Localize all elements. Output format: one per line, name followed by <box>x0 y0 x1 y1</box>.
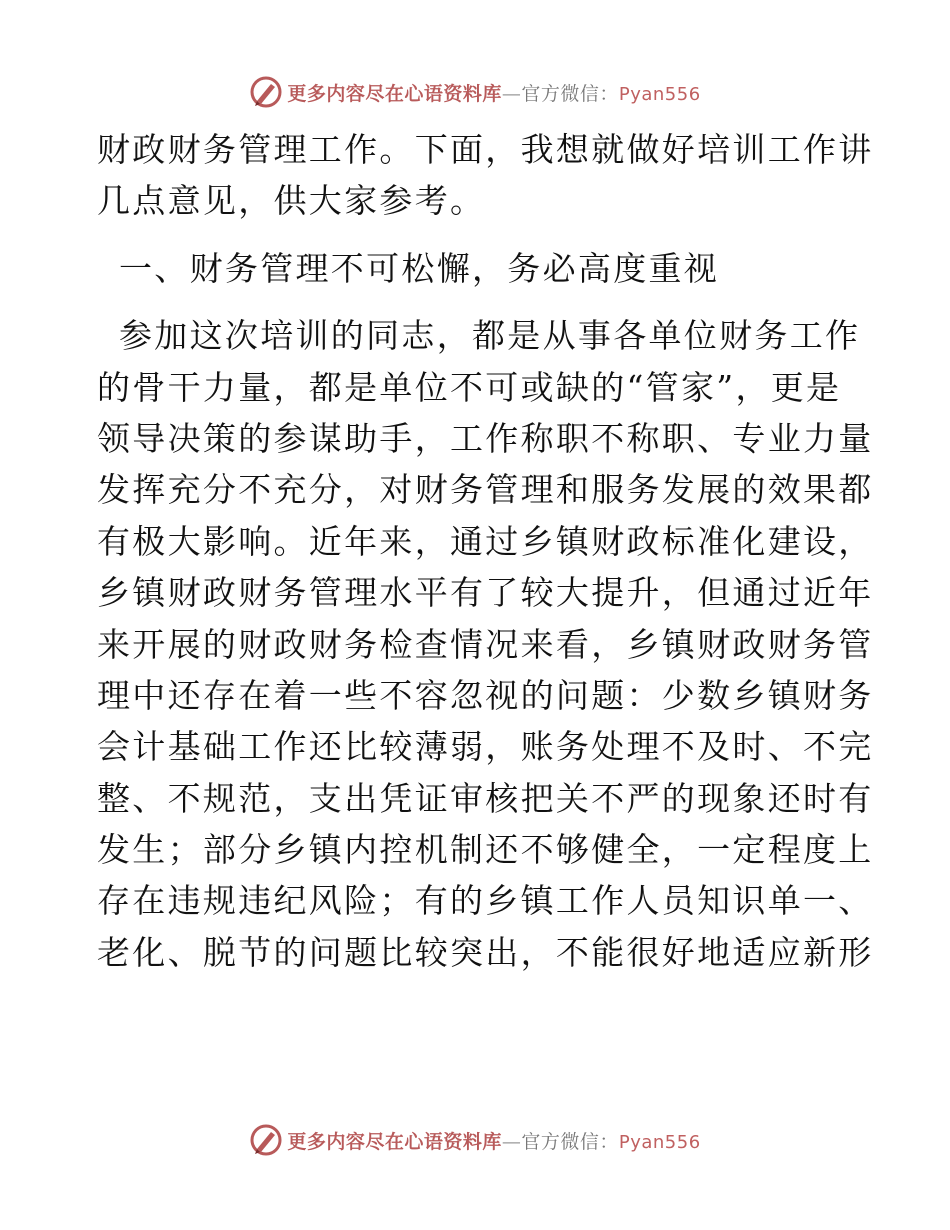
document-body <box>97 124 874 978</box>
paragraph-line: 理中还存在着一些不容忽视的问题：少数乡镇财务 <box>97 675 874 715</box>
watermark-separator: — <box>501 1130 522 1153</box>
watermark-separator: — <box>501 82 522 105</box>
watermark-main-text: 更多内容尽在心语资料库 <box>287 1130 502 1153</box>
paragraph-line: 来开展的财政财务检查情况来看，乡镇财政财务管 <box>97 624 874 664</box>
paragraph-line: 老化、脱节的问题比较突出，不能很好地适应新形 <box>97 932 874 972</box>
watermark-id: Pyan556 <box>618 83 701 105</box>
paragraph-line: 的骨干力量，都是单位不可或缺的“管家”，更是 <box>97 367 842 407</box>
watermark-official-label: 官方微信： <box>521 82 619 105</box>
header-watermark <box>0 72 950 112</box>
intro-line: 几点意见，供大家参考。 <box>97 181 486 221</box>
watermark-main-text: 更多内容尽在心语资料库 <box>287 82 502 105</box>
paragraph-line: 会计基础工作还比较薄弱，账务处理不及时、不完 <box>97 727 874 767</box>
paragraph-line: 整、不规范，支出凭证审核把关不严的现象还时有 <box>97 778 874 818</box>
watermark-id: Pyan556 <box>618 1131 701 1153</box>
paragraph-line: 存在违规违纪风险；有的乡镇工作人员知识单一、 <box>97 881 874 921</box>
watermark-official-label: 官方微信： <box>521 1130 619 1153</box>
footer-watermark <box>0 1120 950 1160</box>
paragraph-line: 发生；部分乡镇内控机制还不够健全，一定程度上 <box>97 830 874 870</box>
pen-logo-icon <box>249 1123 283 1157</box>
paragraph-line: 发挥充分不充分，对财务管理和服务发展的效果都 <box>97 470 874 510</box>
section-heading: 一、财务管理不可松懈，务必高度重视 <box>119 248 720 288</box>
paragraph-line: 领导决策的参谋助手，工作称职不称职、专业力量 <box>97 418 874 458</box>
paragraph-line: 有极大影响。近年来，通过乡镇财政标准化建设， <box>97 521 874 561</box>
intro-line: 财政财务管理工作。下面，我想就做好培训工作讲 <box>97 130 874 169</box>
paragraph-line: 乡镇财政财务管理水平有了较大提升，但通过近年 <box>97 573 874 613</box>
pen-logo-icon <box>249 75 283 109</box>
paragraph-line: 参加这次培训的同志，都是从事各单位财务工作 <box>119 316 861 356</box>
